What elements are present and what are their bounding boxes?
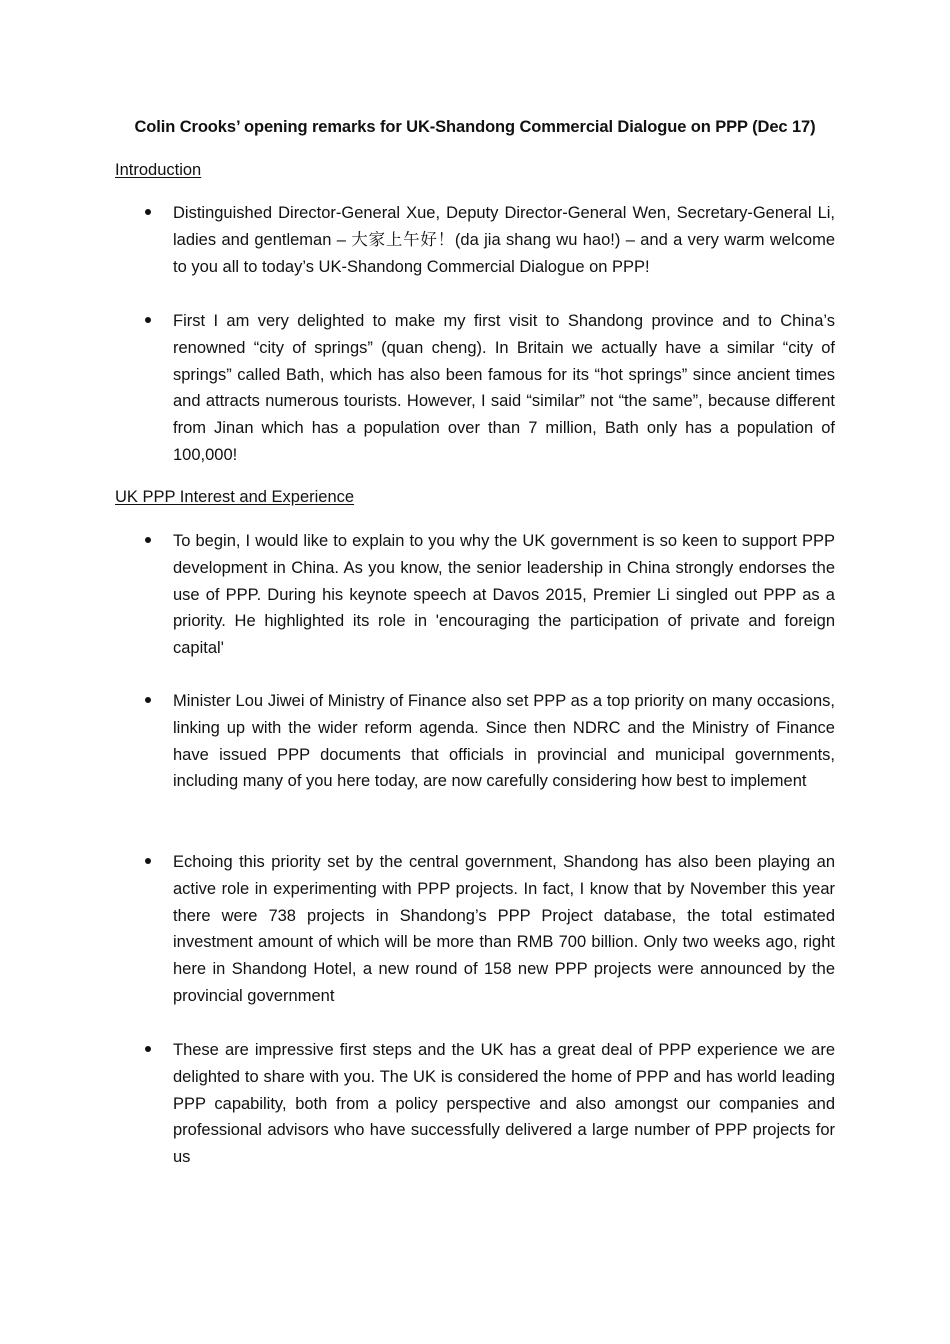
- paragraph-text: Minister Lou Jiwei of Ministry of Finance also set PPP as a top priority on many occasions, linking up with the wider reform agenda. Since then NDRC and the Ministry of Finance have issued PPP documents that officials in provincial and municipal governments, including many of you here today, are now carefully considering how best to implement: [173, 692, 835, 791]
- section-heading-uk-ppp: UK PPP Interest and Experience: [115, 488, 355, 506]
- paragraph-text: These are impressive first steps and the UK has a great deal of PPP experience we are delighted to share with you. The UK is considered the home of PPP and has world leading PPP capability, both from a policy perspective and also amongst our companies and professional advisors who have successfully delivered a large number of PPP projects for us: [173, 1041, 835, 1167]
- bullet-icon: [145, 537, 151, 543]
- bullet-icon: [145, 697, 151, 703]
- paragraph-text: Echoing this priority set by the central government, Shandong has also been playing an active role in experimenting with PPP projects. In fact, I know that by November this year there were 738 projects in Shandong’s PPP Project database, the total estimated investment amount of which will be more than RMB 700 billion. Only two weeks ago, right here in Shandong Hotel, a new round of 158 new PPP projects were announced by the provincial government: [173, 853, 835, 1005]
- bullet-icon: [145, 209, 151, 215]
- paragraph-text: First I am very delighted to make my first visit to Shandong province and to China’s renowned “city of springs” (quan cheng). In Britain we actually have a similar “city of springs” called Bath, which has also been famous for its “hot springs” since ancient times and attracts numerous tourists. However, I said “similar” not “the same”, because different from Jinan which has a population over than 7 million, Bath only has a population of 100,000!: [173, 312, 835, 464]
- paragraph-text: To begin, I would like to explain to you why the UK government is so keen to support PPP development in China. As you know, the senior leadership in China strongly endorses the use of PPP. During his keynote speech at Davos 2015, Premier Li singled out PPP as a priority. He highlighted its role in 'encouraging the participation of private and foreign capital': [173, 532, 835, 658]
- bullet-icon: [145, 1046, 151, 1052]
- bullet-icon: [145, 317, 151, 323]
- paragraph-text: Distinguished Director-General Xue, Deputy Director-General Wen, Secretary-General Li, ladies and gentleman – 大家上午好！(da jia shang wu hao!) – and a very warm welcome to you all to today’s UK-Shandong Commercial Dialogue on PPP!: [173, 204, 835, 276]
- document-title: Colin Crooks’ opening remarks for UK-Shandong Commercial Dialogue on PPP (Dec 17): [134, 118, 816, 136]
- bullet-icon: [145, 858, 151, 864]
- section-heading-introduction: Introduction: [115, 161, 202, 179]
